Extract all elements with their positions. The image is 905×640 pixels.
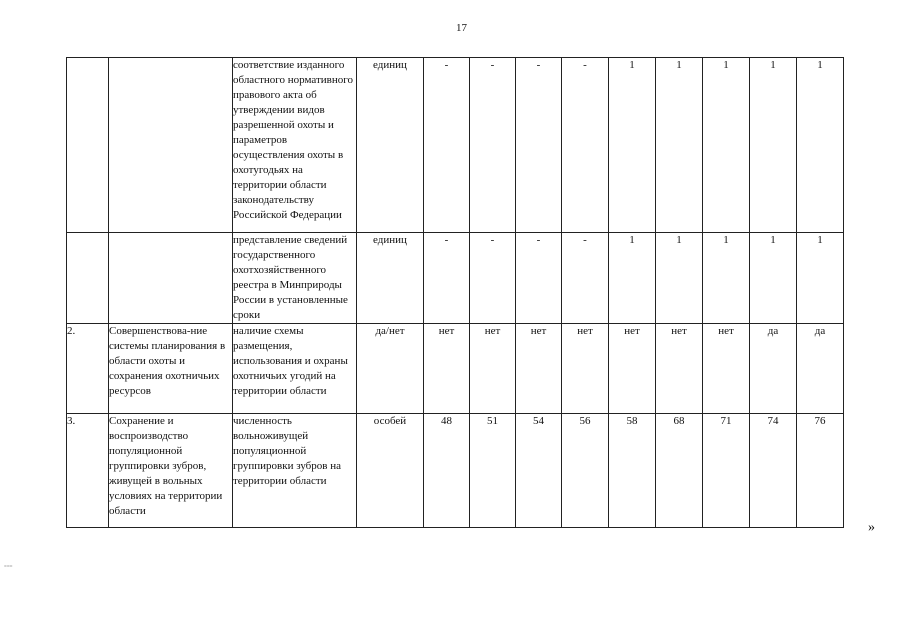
value-cell: - <box>424 58 470 233</box>
goal-cell <box>109 233 233 324</box>
indicator-cell: численность вольноживущей популяционной группировки зубров на территории области <box>233 414 357 528</box>
value-cell: нет <box>562 324 609 414</box>
unit-cell: особей <box>357 414 424 528</box>
indicator-cell: соответствие изданного областного нормативного правового акта об утверждении видов разрешенной охоты и параметров осуществления охоты в охотугодьях на территории области законодательству Российской Федерации <box>233 58 357 233</box>
value-cell: 48 <box>424 414 470 528</box>
row-number: 2. <box>67 324 109 414</box>
value-cell: нет <box>470 324 516 414</box>
closing-quote: » <box>868 520 875 535</box>
row-number <box>67 233 109 324</box>
unit-cell: единиц <box>357 58 424 233</box>
goal-cell <box>109 58 233 233</box>
value-cell: - <box>562 233 609 324</box>
value-cell: да <box>797 324 844 414</box>
value-cell: - <box>424 233 470 324</box>
value-cell: нет <box>656 324 703 414</box>
row-number: 3. <box>67 414 109 528</box>
value-cell: 56 <box>562 414 609 528</box>
value-cell: 1 <box>797 58 844 233</box>
value-cell: 54 <box>516 414 562 528</box>
table-row <box>67 414 844 528</box>
value-cell: нет <box>703 324 750 414</box>
value-cell: да <box>750 324 797 414</box>
unit-cell: да/нет <box>357 324 424 414</box>
unit-cell: единиц <box>357 233 424 324</box>
value-cell: 1 <box>609 233 656 324</box>
indicator-cell: наличие схемы размещения, использования и охраны охотничьих угодий на территории области <box>233 324 357 414</box>
indicators-table <box>66 57 844 528</box>
goal-cell: Совершенствова-ние системы планирования в области охоты и сохранения охотничьих ресурсов <box>109 324 233 414</box>
value-cell: 71 <box>703 414 750 528</box>
value-cell: 68 <box>656 414 703 528</box>
indicator-cell: представление сведений государственного охотхозяйственного реестра в Минприроды России в установленные сроки <box>233 233 357 324</box>
value-cell: 74 <box>750 414 797 528</box>
value-cell: 58 <box>609 414 656 528</box>
value-cell: нет <box>516 324 562 414</box>
value-cell: 1 <box>750 233 797 324</box>
value-cell: - <box>562 58 609 233</box>
value-cell: 1 <box>609 58 656 233</box>
table-row <box>67 233 844 324</box>
value-cell: - <box>470 58 516 233</box>
margin-mark: === <box>4 565 13 570</box>
value-cell: 1 <box>703 58 750 233</box>
value-cell: 76 <box>797 414 844 528</box>
value-cell: - <box>516 233 562 324</box>
goal-cell: Сохранение и воспроизводство популяционной группировки зубров, живущей в вольных условиях на территории области <box>109 414 233 528</box>
value-cell: 1 <box>656 58 703 233</box>
table-row <box>67 58 844 233</box>
value-cell: 1 <box>703 233 750 324</box>
page-number: 17 <box>456 22 467 34</box>
value-cell: 51 <box>470 414 516 528</box>
value-cell: 1 <box>656 233 703 324</box>
table-row <box>67 324 844 414</box>
value-cell: нет <box>424 324 470 414</box>
value-cell: 1 <box>797 233 844 324</box>
value-cell: нет <box>609 324 656 414</box>
value-cell: - <box>470 233 516 324</box>
value-cell: - <box>516 58 562 233</box>
value-cell: 1 <box>750 58 797 233</box>
row-number <box>67 58 109 233</box>
